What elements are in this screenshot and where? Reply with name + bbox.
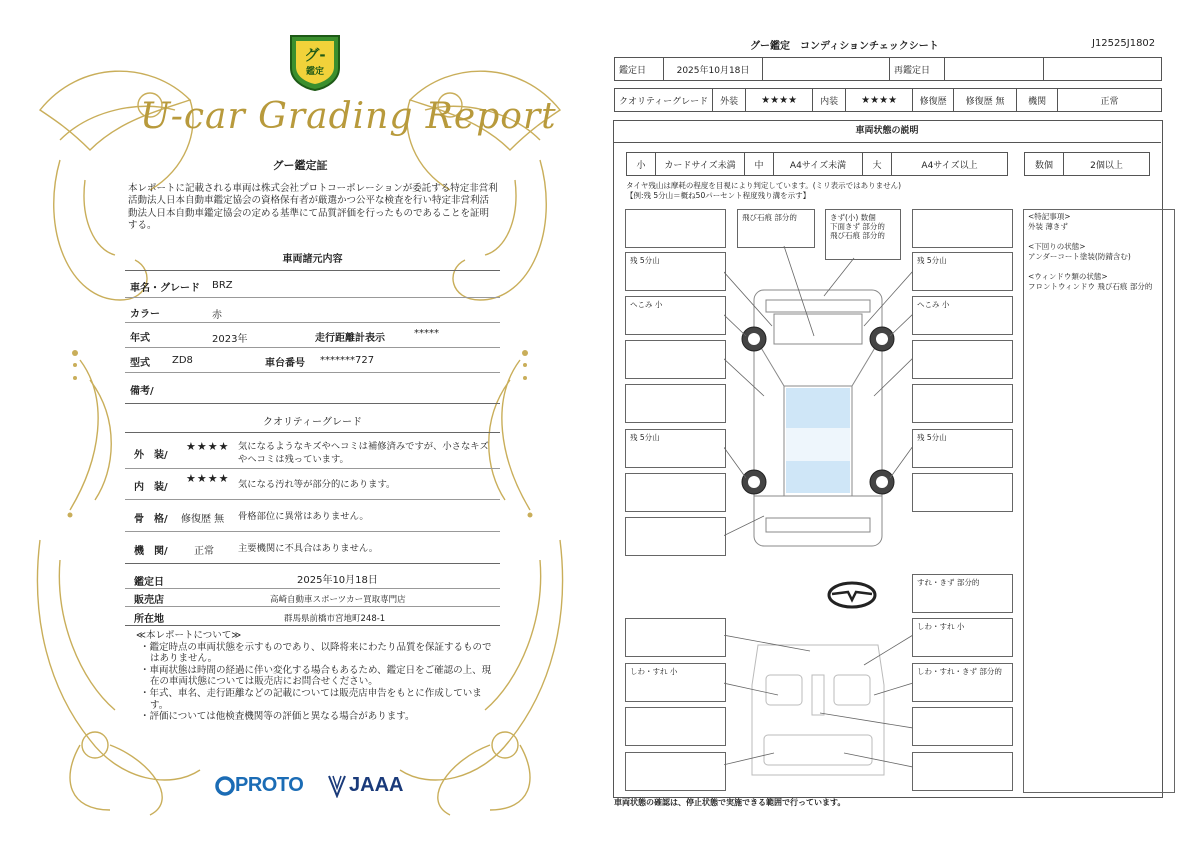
condition-check-sheet — [600, 0, 1200, 848]
damage-box-left-dent: へこみ 小 — [625, 296, 726, 335]
damage-box-top-mid1: 飛び石痕 部分的 — [737, 209, 815, 248]
legend-mid-desc: A4サイズ未満 — [774, 153, 863, 176]
date-label: 鑑定日 — [615, 58, 664, 81]
damage-box — [912, 384, 1013, 423]
note-line: フロントウィンドウ 飛び石痕 部分的 — [1028, 282, 1153, 291]
damage-box-left-front-tire: 残 5分山 — [625, 252, 726, 291]
count-legend — [1024, 152, 1150, 176]
certificate-intro: 本レポートに記載される車両は株式会社プロトコーポレーションが委託する特定非営利活動法人日本自動車鑑定協会の資格保有者が厳選かつ公平な検査を行い特定非営利活動法人日本自動車鑑定協会の定める基準にて品質評価を行ったものであることを証明する。 — [128, 183, 498, 232]
reappraisal-label: 再鑑定日 — [890, 58, 945, 81]
divider — [125, 468, 500, 469]
legend-small: 小 — [627, 153, 656, 176]
divider — [125, 297, 500, 298]
description-heading: 車両状態の説明 — [613, 120, 1161, 143]
damage-box — [912, 707, 1013, 746]
note-line: 外装 薄きず — [1028, 222, 1068, 231]
color-label: カラー — [130, 309, 160, 320]
svg-text:グ-: グ- — [304, 46, 326, 64]
jaaa-logo-text: JAAA — [349, 774, 404, 796]
mileage-value: ***** — [414, 328, 439, 339]
engine-label: 機関 — [1017, 89, 1058, 112]
divider — [125, 606, 500, 607]
year-value: 2023年 — [212, 334, 248, 345]
tire-note-example: 【例:残 5分山＝概ね50パーセント程度残り溝を示す】 — [626, 191, 811, 200]
note-item: ・車両状態は時間の経過に伴い変化する場合もあるため、鑑定日をご確認の上、現在の車両状態については販売店にお問合せください。 — [140, 664, 492, 688]
model-label: 型式 — [130, 358, 150, 369]
report-notes — [136, 630, 498, 723]
empty-cell — [1044, 58, 1162, 81]
reappraisal-value — [945, 58, 1044, 81]
divider — [125, 347, 500, 348]
car-name-value: BRZ — [212, 280, 233, 291]
special-notes-panel — [1023, 209, 1175, 793]
divider — [125, 403, 500, 404]
damage-box — [912, 209, 1013, 248]
damage-box — [625, 473, 726, 512]
notes-title: ≪本レポートについて≫ — [136, 630, 242, 641]
goo-kantei-badge-logo — [287, 30, 343, 92]
damage-box-steering: すれ・きず 部分的 — [912, 574, 1013, 613]
windshield — [786, 388, 850, 428]
dealer-value: 高崎自動車スポーツカー買取専門店 — [270, 595, 406, 605]
damage-box-int-right1: しわ・すれ 小 — [912, 618, 1013, 657]
engine-label: 機 関/ — [134, 546, 168, 557]
certificate-heading: グー鑑定証 — [272, 159, 328, 172]
engine-text: 主要機関に不具合はありません。 — [238, 543, 379, 554]
exterior-text: 気になるようなキズやヘコミは補修済みですが、小さなキズやヘコミは残っています。 — [238, 441, 489, 465]
interior-text: 気になる汚れ等が部分的にあります。 — [238, 479, 396, 490]
sheet-id: J12525J1802 — [1092, 38, 1156, 49]
divider — [125, 588, 500, 589]
divider — [125, 270, 500, 271]
steering-wheel-icon — [826, 580, 878, 610]
roof — [786, 428, 850, 461]
date-label: 鑑定日 — [134, 577, 164, 588]
divider — [125, 372, 500, 373]
damage-box — [625, 340, 726, 379]
note-line: アンダーコート塗装(防錆含む) — [1028, 252, 1131, 261]
note-line — [1024, 262, 1174, 272]
tire-note: タイヤ残山は摩耗の程度を目視により判定しています。(ミリ表示ではありません) — [626, 181, 902, 190]
damage-box-int-right2: しわ・すれ・きず 部分的 — [912, 663, 1013, 702]
jaaa-logo-icon — [327, 774, 347, 798]
damage-box-right-front-tire: 残 5分山 — [912, 252, 1013, 291]
report-script-title: U-car Grading Report — [140, 96, 557, 137]
date-value: 2025年10月18日 — [297, 575, 378, 586]
int-value: ★★★★ — [846, 89, 913, 112]
legend-large: 大 — [863, 153, 892, 176]
legend-mid: 中 — [745, 153, 774, 176]
sheet-title: グー鑑定 コンディションチェックシート — [750, 41, 939, 52]
legend-small-desc: カードサイズ未満 — [656, 153, 745, 176]
footer-logos — [215, 770, 415, 802]
repair-value: 修復歴 無 — [954, 89, 1017, 112]
damage-box-right-rear-tire: 残 5分山 — [912, 429, 1013, 468]
chassis-label: 車台番号 — [265, 358, 305, 369]
quality-heading: クオリティーグレード — [263, 417, 362, 428]
size-legend — [626, 152, 1008, 176]
frame-value: 修復歴 無 — [181, 514, 225, 525]
proto-logo-text: PROTO — [235, 774, 304, 796]
chassis-value: *******727 — [320, 355, 375, 366]
frame-label: 骨 格/ — [134, 514, 168, 525]
appraisal-date-row — [614, 57, 1162, 81]
divider — [125, 531, 500, 532]
empty-cell — [763, 58, 890, 81]
engine-value: 正常 — [1058, 89, 1162, 112]
interior-stars: ★★★★ — [186, 472, 230, 485]
grade-label: クオリティーグレード — [615, 89, 713, 112]
note-item: ・年式、車名、走行距離などの記載については販売店申告をもとに作成しています。 — [140, 687, 482, 711]
ext-label: 外装 — [713, 89, 746, 112]
note-line: <特記事項> — [1028, 212, 1071, 221]
damage-box — [625, 707, 726, 746]
divider — [125, 322, 500, 323]
model-value: ZD8 — [172, 355, 193, 366]
damage-box — [625, 384, 726, 423]
divider — [125, 499, 500, 500]
mileage-label: 走行距離計表示 — [315, 333, 385, 344]
remarks-label: 備考/ — [130, 386, 154, 397]
interior-label: 内 装/ — [134, 482, 168, 493]
legend-count: 数個 — [1025, 153, 1064, 176]
damage-box — [912, 473, 1013, 512]
note-item: ・評価については他検査機関等の評価と異なる場合があります。 — [140, 711, 415, 723]
legend-large-desc: A4サイズ以上 — [892, 153, 1008, 176]
damage-box-int-left: しわ・すれ 小 — [625, 663, 726, 702]
car-name-label: 車名・グレード — [130, 283, 200, 294]
engine-value: 正常 — [194, 546, 214, 557]
note-line: <ウィンドウ類の状態> — [1028, 272, 1108, 281]
exterior-stars: ★★★★ — [186, 440, 230, 453]
car-interior-diagram — [724, 635, 912, 785]
quality-grade-row — [614, 88, 1162, 112]
proto-logo-icon — [215, 776, 235, 796]
exterior-label: 外 装/ — [134, 450, 168, 461]
divider — [125, 432, 500, 433]
color-value: 赤 — [212, 310, 222, 321]
damage-box — [625, 517, 726, 556]
damage-box — [625, 209, 726, 248]
note-line: <下回りの状態> — [1028, 242, 1086, 251]
damage-box — [625, 618, 726, 657]
repair-label: 修復歴 — [913, 89, 954, 112]
damage-box-left-rear-tire: 残 5分山 — [625, 429, 726, 468]
ext-value: ★★★★ — [746, 89, 813, 112]
damage-box — [912, 340, 1013, 379]
note-item: ・鑑定時点の車両状態を示すものであり、以降将来にわたり品質を保証するものではありません。 — [140, 641, 492, 665]
damage-box-top-mid2: きず(小) 数個 下面きず 部分的 飛び石痕 部分的 — [825, 209, 901, 260]
bottom-note: 車両状態の確認は、停止状態で実施できる範囲で行っています。 — [614, 798, 846, 807]
dealer-label: 販売店 — [134, 595, 164, 606]
frame-text: 骨格部位に異常はありません。 — [238, 511, 369, 522]
date-value: 2025年10月18日 — [664, 58, 763, 81]
divider — [125, 563, 500, 564]
address-label: 所在地 — [134, 614, 164, 625]
svg-text:鑑定: 鑑定 — [305, 67, 325, 77]
address-value: 群馬県前橋市宮地町248-1 — [284, 614, 386, 624]
year-label: 年式 — [130, 333, 150, 344]
spec-heading: 車両諸元内容 — [282, 254, 343, 265]
note-line — [1024, 232, 1174, 242]
legend-count-desc: 2個以上 — [1064, 153, 1150, 176]
damage-box — [912, 752, 1013, 791]
damage-box — [625, 752, 726, 791]
divider — [125, 625, 500, 626]
rear-window — [786, 461, 850, 493]
car-exterior-diagram — [724, 246, 912, 556]
damage-box-right-dent: へこみ 小 — [912, 296, 1013, 335]
int-label: 内装 — [813, 89, 846, 112]
